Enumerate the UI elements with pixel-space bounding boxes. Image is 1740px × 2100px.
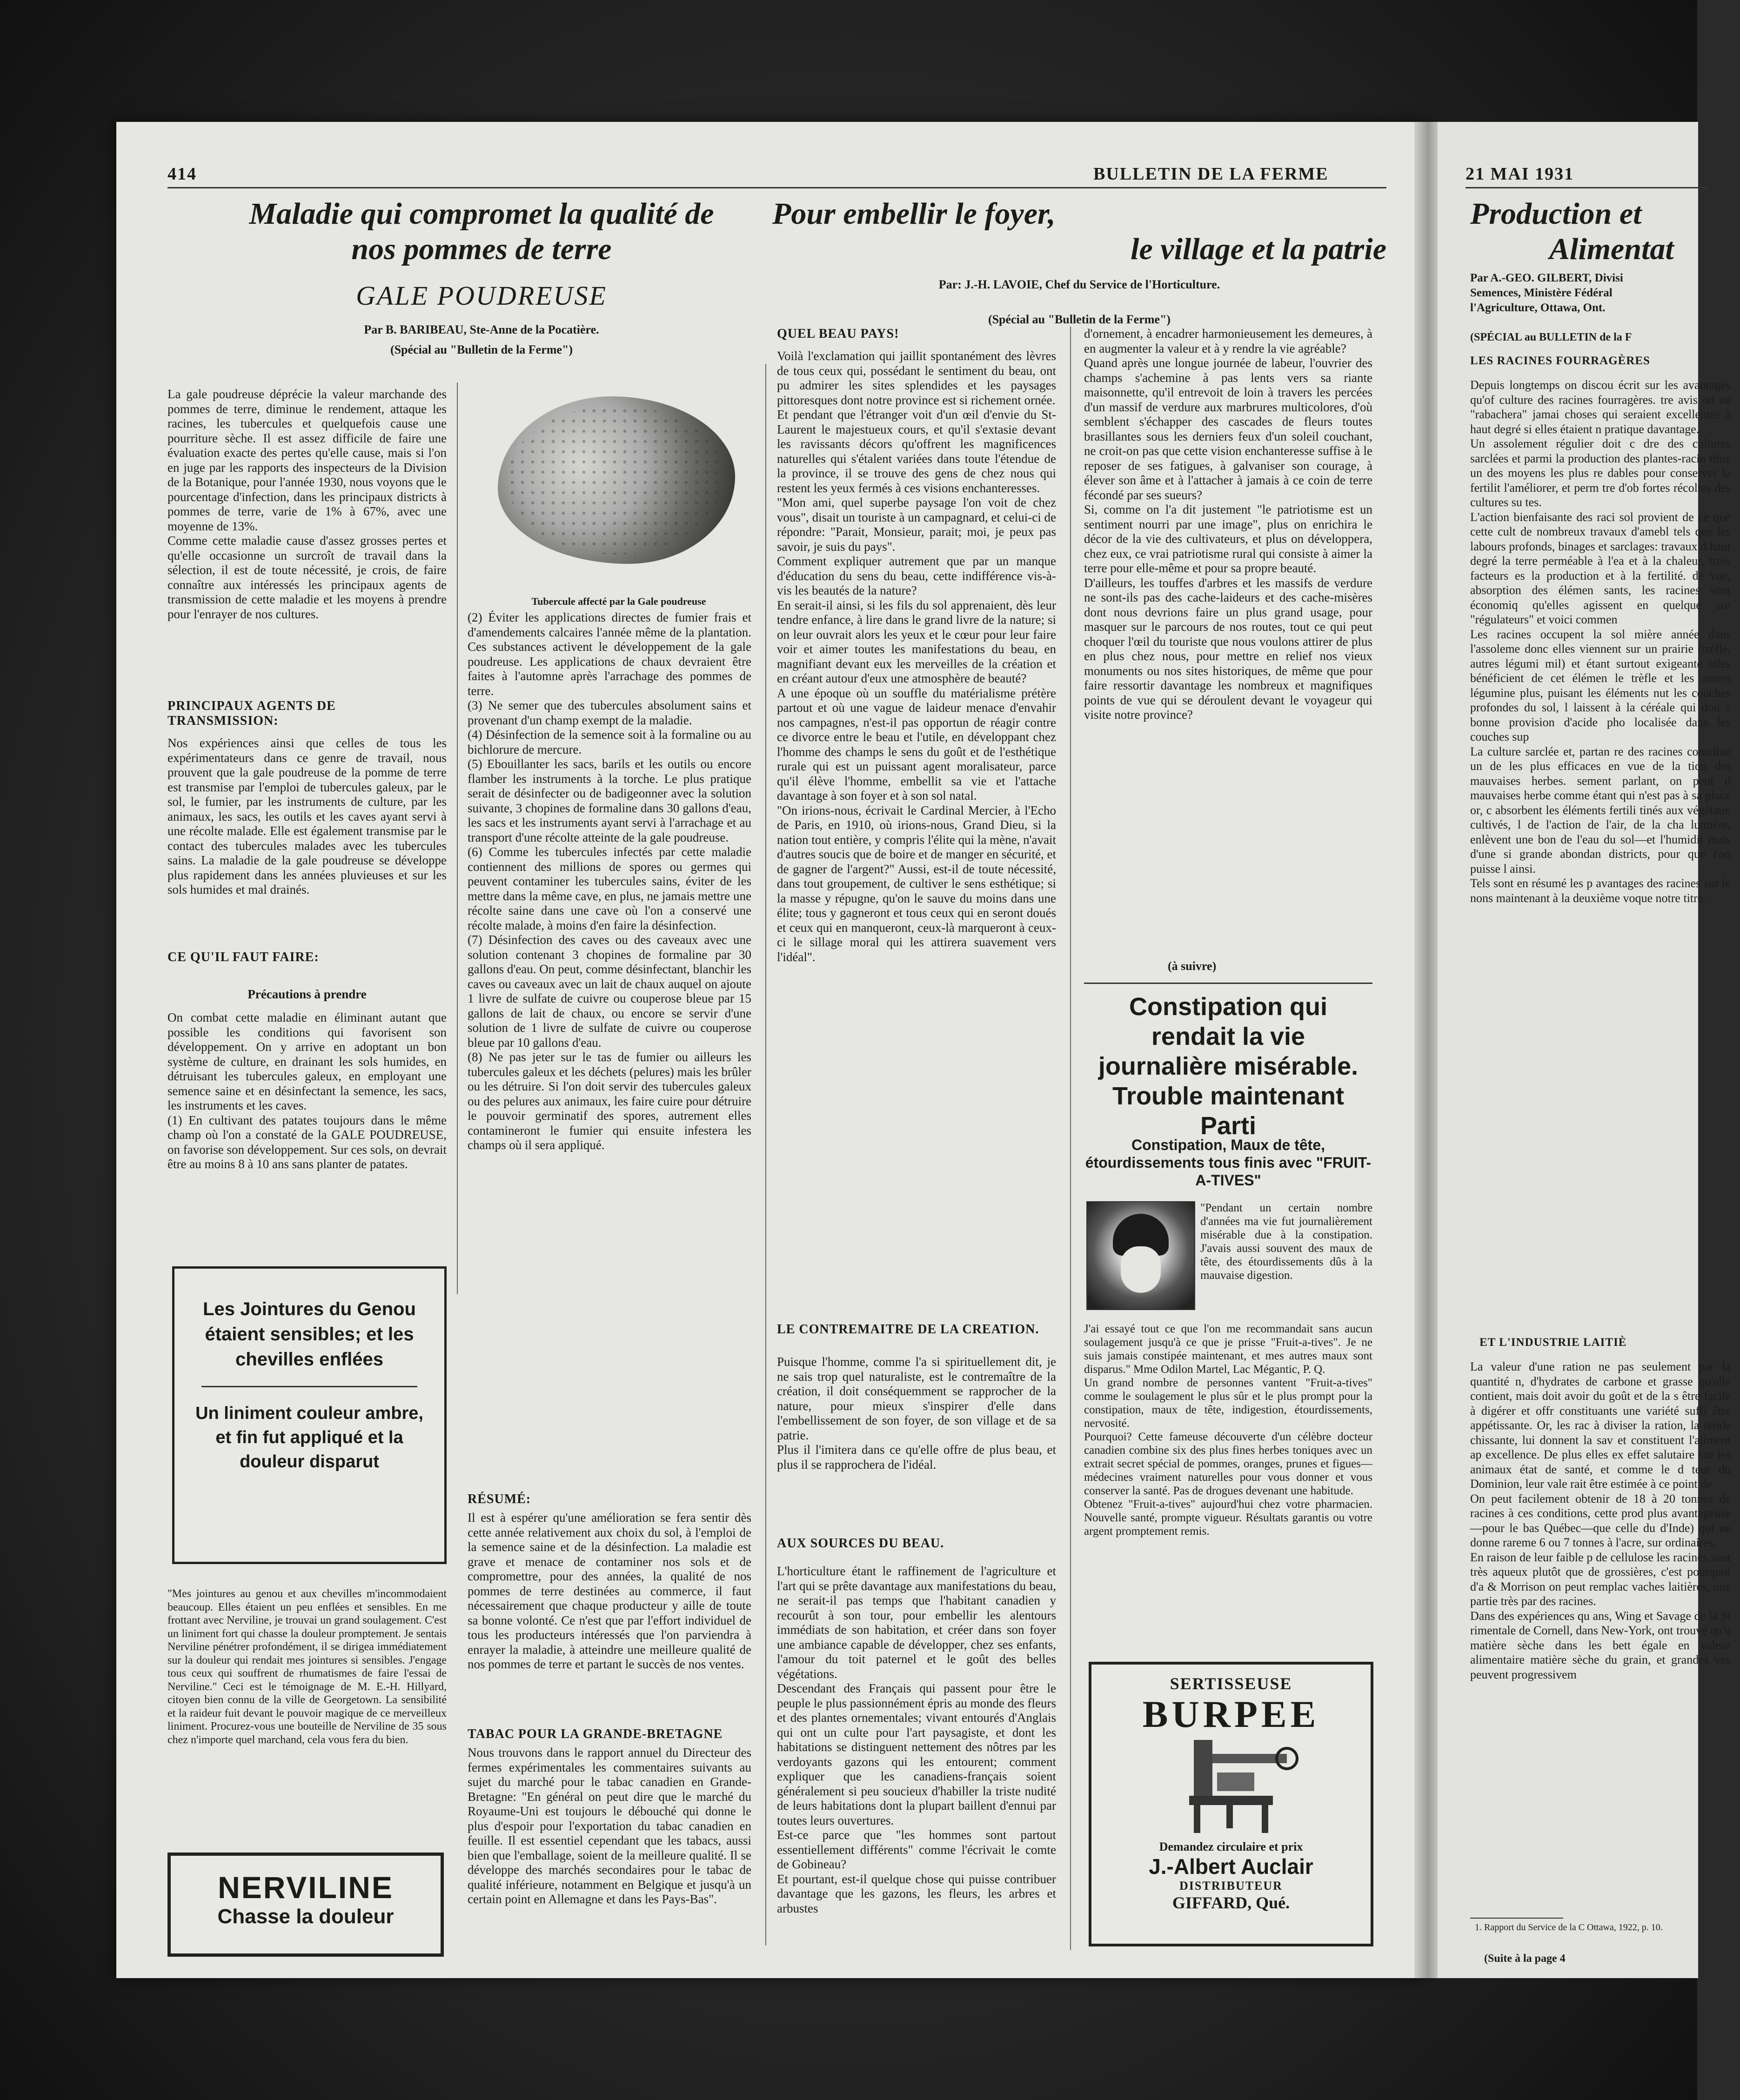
section-agents-heading: PRINCIPAUX AGENTS DE TRANSMISSION:	[167, 699, 336, 728]
ad-constipation-headline: Constipation qui rendait la vie journalière misérable. Trouble maintenant Parti	[1098, 993, 1359, 1140]
article1-title-line2: nos pommes de terre	[351, 232, 612, 266]
industrie-laitiere-text: La valeur d'une ration ne pas seulement par la quantité n, d'hydrates de carbone et grasse qu'elle contient, mais doit avoir du goût et de la s être facile à digérer et offr constituants une variété suffi être appétissante. Or, les rac à diviser la ration, la rende chissante, lui donnent la sav et constituent l'aliment ap excellence. De plus elles ex effet salutaire sur les animaux état de santé, et comme le d teur du Dominion, leur vale rait être estimée à ce point de On peut facilement obtenir de 18 à 20 tonnes de racines à ces conditions, cette prod plus avantageuse—pour le bas Québec—que celle du d'Inde) qui ne donne rareme 6 ou 7 tonnes à l'acre, sur ordinaires. En raison de leur faible p de cellulose les racines sont très aqueux plutôt que de grossières, c'est pourquoi d'a & Morrison on peut remplac vaches laitières, une partie très par des racines. Dans des expériences qu ans, Wing et Savage de la St rimentale de Cornell, dans New-York, ont trouvé qu'u matière sèche dans les bett égale en valeur alimentaire matière sèche du grain, et grandes ves peuvent progressivem	[1470, 1360, 1731, 1681]
ad-burpee-role: DISTRIBUTEUR	[1179, 1879, 1283, 1893]
ad-burpee-line1: SERTISSEUSE	[1170, 1674, 1292, 1693]
ad-burpee-name: J.-Albert Auclair	[1149, 1854, 1313, 1879]
article2-special-note: (Spécial au "Bulletin de la Ferme")	[988, 313, 1171, 326]
article2-title-line2: le village et la patrie	[1131, 232, 1386, 266]
header-rule	[1466, 187, 1707, 188]
woman-portrait-photo	[1086, 1201, 1195, 1310]
ad-burpee-request: Demandez circulaire et prix	[1159, 1840, 1303, 1853]
tabac-text: Nous trouvons dans le rapport annuel du Directeur des fermes expérimentales les commentaires suivants au sujet du marché pour le tabac canadien en Grande-Bretagne: "En général on peut dire que le marché du Royaume-Uni est toujours le débouché qui donne le plus d'espoir pour l'exportation du tabac canadien en feuille. Il est essentiel cependant que les tabacs, aussi bien que l'emballage, soient de la meilleure qualité. Il se développe des marchés secondaires pour le tabac de qualité inférieure, notamment en Belgique et jusqu'à un certain point en Allemagne et dans les Pays-Bas".	[468, 1746, 751, 1906]
ad-genou-rule	[201, 1386, 417, 1387]
resume-text: Il est à espérer qu'une amélioration se fera sentir dès cette année relativement aux choix du sol, à l'emploi de la semence saine et de la désinfection. La maladie est grave et menace de contaminer nos sols et de compromettre, pour des années, la qualité de nos pommes de terre destinées au commerce, il faut nécessairement que chaque producteur y aille de toute sa bonne volonté. Ce n'est que par l'effort individuel de tous les producteurs intéressés que l'on parviendra à enrayer la maladie, à atteindre une meilleure qualité de nos pommes de terre et partant le succès de nos ventes.	[468, 1511, 751, 1671]
ad-constipation-text: J'ai essayé tout ce que l'on me recommandait sans aucun soulagement jusqu'à ce que je prisse "Fruit-a-tives". Je ne suis jamais constipée maintenant, et mes autres maux sont disparus." Mme Odilon Martel, Lac Mégantic, P. Q. Un grand nombre de personnes vantent "Fruit-a-tives" comme le soulagement le plus sûr et le plus prompt pour la constipation, maux de tête, indigestion, étourdissements, nervosité. Pourquoi? Cette fameuse découverte d'un célèbre docteur canadien combine six des plus fines herbes toniques avec un extrait secret spécial de pommes, oranges, prunes et figues—médecines vraiment naturelles pour vous donner et vous conserver la santé. Pas de drogues devenant une habitude. Obtenez "Fruit-a-tives" aujourd'hui chez votre pharmacien. Nouvelle santé, prompte vigueur. Résultats garantis ou votre argent promptement remis.	[1084, 1323, 1372, 1538]
sealer-machine-illustration	[1161, 1735, 1301, 1838]
racines-text: Depuis longtemps on discou écrit sur les avantages qu'of culture des racines fourragères. tre avis on ne "rabachera" jamai choses qui seraient excellentes à haut degré si elles étaient n pratique davantage. Un assolement régulier doit c dre des cultures sarclées et parmi la production des plantes-racin titue un des moyens les plus re dables pour conserver la fertilit l'améliorer, et perm tre d'ob fortes récoltes des cultures su tes. L'action bienfaisante des raci sol provient de ce que cette cult de nombreux travaux d'amebl tels que les labours profonds, binages et sarclages: travaux d haut degré la terre perméable à l'ea et à la chaleur, trois facteurs es la production et à la fertilité. de vue, absorption des élémen sants, les racines sont économiq qu'elles agissent en quelque sor "régulateurs" et voici commen Les racines occupent la sol mière année dans l'assoleme donc elles viennent sur un prairie (trèfle, autres légumi mil) et étant surtout exigeante elles bénéficient de cet élémen le trèfle et les autres légumine plus, puisant les éléments nut les couches profondes du sol, l laissent à la céréale qui doit s bonne provision d'acide pho localisée dans les couches sup La culture sarclée et, partan re des racines constitue un de les plus efficaces en vue de la tion des mauvaises herbes. sement parlant, on peut d mauvaises herbe comme étant qui n'est pas à sa place or, c absorbent les éléments fertili tinés aux végétaux cultivés, l de l'action de l'air, de la cha lumière, enlèvent une bon de l'eau du sol—et l'humidit mais d'une si grande abondan districts, pour que l'on puisse l ainsi. Tels sont en résumé les p avantages des racines sur le nons maintenant à la deuxième voque notre titre.	[1470, 378, 1731, 905]
newspaper-page	[116, 122, 1428, 1978]
resume-heading: RÉSUMÉ:	[468, 1492, 531, 1506]
article2-col2-text: d'ornement, à encadrer harmonieusement les demeures, à en augmenter la valeur et à y rendre la vie agréable? Quand après une longue journée de labeur, l'ouvrier des champs s'achemine à pas lents vers sa riante maisonnette, qu'il entrevoit de loin à travers les percées d'un massif de verdure aux marbrures multicolores, d'où semblent s'échapper des cascades de fleurs toutes brasillantes sous les derniers feux d'un soleil couchant, ne croit-on pas que cette vision enchanteresse suffise à le reposer de ses fatigues, à galvaniser son courage, à élever son âme et à l'attacher à jamais à ce coin de terre fécondé par ses sueurs? Si, comme on l'a dit justement "le patriotisme est un sentiment nourri par une image", plus on enrichira le décor de la vie des cultivateurs, et plus on développera, chez eux, ce vrai patriotisme rural qui consiste à aimer la terre pour elle-même et pour sa propre beauté. D'ailleurs, les touffes d'arbres et les massifs de verdure ne sont-ils pas des cache-laideurs et des cache-misères dont nous devrions faire un plus grand usage, pour masquer sur le parcours de nos routes, tout ce qui peut choquer l'œil du touriste que nous voulons attirer de plus en plus chez nous, pour mettre en relief nos vieux monuments ou nos sites historiques, de même que pour faire ressortir davantage les nombreux et magnifiques points de vue qui se déroulent devant le voyageur qui visite notre province?	[1084, 327, 1372, 722]
right-title-line1: Production et	[1470, 197, 1642, 231]
right-article-title	[1470, 196, 1731, 267]
article1-intro: La gale poudreuse déprécie la valeur marchande des pommes de terre, diminue le rendement, attaque les racines, les tubercules et quelquefois cause une pourriture sèche. Il est assez difficile de faire une évaluation exacte des pertes qu'elle cause, mais si l'on en juge par les rapports des inspecteurs de la Division de la Botanique, pour l'année 1930, nous voyons que le pourcentage d'infection, dans les principaux districts à pommes de terre, varie de 1% à 67%, avec une moyenne de 13%. Comme cette maladie cause d'assez grosses pertes et qu'elle occasionne un surcroît de travail dans la sélection, il est de toute nécessité, je crois, de faire connaître aux intéressés les principaux agents de transmission de cette maladie et les moyens à prendre pour l'enrayer de nos cultures.	[167, 387, 447, 621]
right-article-byline: Par A.-GEO. GILBERT, Divisi Semences, Ministère Fédéral l'Agriculture, Ottawa, Ont.	[1470, 272, 1623, 314]
ad-burpee-place: GIFFARD, Qué.	[1172, 1893, 1290, 1912]
ad-burpee-box	[1089, 1662, 1373, 1946]
ad-genou-headline: Les Jointures du Genou étaient sensibles; et les chevilles enflées	[203, 1299, 416, 1370]
precautions-subheading: Précautions à prendre	[248, 987, 367, 1001]
ad-genou-text: "Mes jointures au genou et aux chevilles m'incommodaient beaucoup. Elles étaient un peu enflées et sensibles. En me frottant avec Nerviline, je trouvai un grand soulagement. C'est un liniment fort qui chasse la douleur promptement. Je sentais Nerviline pénétrer profondément, il se dirigea immédiatement sur la douleur qui rendait mes jointures si sensibles. J'engage tous ceux qui souffrent de rhumatismes de faire l'essai de Nerviline." Ceci est le témoignage de M. E.-H. Hillyard, citoyen bien connu de la ville de Georgetown. La sensibilité et la raideur fuit devant le pouvoir magique de ce merveilleux liniment. Procurez-vous une bouteille de Nerviline de 35 sous chez n'importe quel marchand, cela vous fera du bien.	[167, 1588, 447, 1746]
page-date: 21 MAI 1931	[1466, 164, 1574, 184]
contremaitre-text: Puisque l'homme, comme l'a si spirituellement dit, je ne sais trop quel naturaliste, est le contremaître de la création, il doit conséquemment se rapprocher de la nature, pour mieux s'inspirer d'elle dans l'embellissement de son foyer, de son village et de sa patrie. Plus il l'imitera dans ce qu'elle offre de plus beau, et plus il se rapprochera de l'idéal.	[777, 1355, 1056, 1471]
ad-genou-subhead: Un liniment couleur ambre, et fin fut appliqué et la douleur disparut	[195, 1404, 423, 1471]
tuber-photo-caption: Tubercule affecté par la Gale poudreuse	[531, 595, 706, 607]
quel-beau-pays-heading: QUEL BEAU PAYS!	[777, 327, 899, 341]
a-suivre: (à suivre)	[1168, 959, 1217, 973]
next-page-partial	[1438, 122, 1731, 1978]
section-faire-heading: CE QU'IL FAUT FAIRE:	[167, 950, 319, 964]
ad-constipation-subhead: Constipation, Maux de tête, étourdissements tous finis avec "FRUIT-A-TIVES"	[1085, 1137, 1372, 1189]
footnote-rule	[1470, 1918, 1563, 1919]
racines-heading: LES RACINES FOURRAGÈRES	[1470, 354, 1650, 367]
column-divider	[765, 364, 766, 1946]
article2-title	[772, 196, 1386, 267]
ad-constipation-text-beside: "Pendant un certain nombre d'années ma vie fut journalièrement misérable due à la constipation. J'avais aussi souvent des maux de tête, des étourdissements dûs à la mauvaise digestion.	[1200, 1202, 1372, 1282]
contremaitre-heading: LE CONTREMAITRE DE LA CREATION.	[777, 1322, 1039, 1337]
industrie-laitiere-heading: ET L'INDUSTRIE LAITIÈ	[1479, 1336, 1627, 1349]
column-divider	[457, 382, 458, 1294]
ad-rule	[1084, 983, 1372, 984]
aux-sources-heading: AUX SOURCES DU BEAU.	[777, 1536, 944, 1551]
page-number: 414	[167, 164, 197, 184]
article1-special-note: (Spécial au "Bulletin de la Ferme")	[390, 343, 573, 356]
ad-burpee-brand: BURPEE	[1142, 1693, 1320, 1735]
aux-sources-text: L'horticulture étant le raffinement de l'agriculture et l'art qui se prête davantage aux manifestations du beau, ne serait-il pas temps que l'habitant canadien y recourût à son tour, pour embellir les alentours immédiats de son habitation, et créer dans son foyer une ambiance capable de développer, chez ses enfants, l'amour du toit paternel et le goût des belles végétations. Descendant des Français qui passent pour être le peuple le plus passionnément épris au monde des fleurs et des plantes ornementales; vivant entourés d'Anglais qui ont un culte pour l'art paysagiste, et dont les habitations se distinguent nettement des nôtres par les verdoyants gazons qui les entourent; comment expliquer que les canadiens-français soient généralement si peu soucieux d'habiller la triste nudité de leurs habitations dont la plupart baillent d'ennui par toutes leurs ouvertures. Est-ce parce que "les hommes sont partout essentiellement différents" comme l'écrivait le comte de Gobineau? Et pourtant, est-il quelque chose qui puisse contribuer davantage que les gazons, les fleurs, les arbres et arbustes	[777, 1564, 1056, 1915]
article1-title	[167, 196, 796, 267]
header-rule	[167, 187, 1386, 188]
ad-nerviline-brand: NERVILINE	[218, 1870, 394, 1905]
article1-title-line1: Maladie qui compromet la qualité de	[249, 197, 714, 231]
section-agents-text: Nos expériences ainsi que celles de tous les expérimentateurs dans ce genre de travail, nous prouvent que la gale poudreuse de la pomme de terre est transmise par l'emploi de tubercules galeux, par le sol, le fumier, par les instruments de culture, par les animaux, les sacs, les outils et les caves ayant servi à une récolte malade. Elle est également transmise par le contact des tubercules malades avec les tubercules sains. La maladie de la gale poudreuse se développe plus rapidement dans les années pluvieuses et sur les sols humides et mal drainés.	[167, 736, 447, 896]
section-faire-text: On combat cette maladie en éliminant autant que possible les conditions qui favorisent son développement. On y arrive en adoptant un bon système de culture, en drainant les sols humides, en détruisant les tubercules galeux, en employant une semence saine et en désinfectant la semence, les sacs, les instruments et les caves. (1) En cultivant des patates toujours dans le même champ où l'on a constaté de la GALE POUDREUSE, on favorise son développement. Sur ces sols, on devrait être au moins 8 à 10 ans sans planter de patates.	[167, 1010, 447, 1171]
ad-nerviline-box	[167, 1853, 444, 1957]
ad-genou-box	[172, 1266, 447, 1564]
right-title-line2: Alimentat	[1549, 232, 1674, 266]
footnote: 1. Rapport du Service de la C Ottawa, 1922, p. 10.	[1475, 1922, 1663, 1933]
article1-col2-text: (2) Éviter les applications directes de fumier frais et d'amendements calcaires l'année même de la plantation. Ces substances activent le développement de la gale poudreuse. Les applications de chaux devraient être faites à l'automne après l'arrachage des pommes de terre. (3) Ne semer que des tubercules absolument sains et provenant d'un champ exempt de la maladie. (4) Désinfection de la semence soit à la formaline ou au bichlorure de mercure. (5) Ebouillanter les sacs, barils et les outils ou encore flamber les instruments à la torche. Le plus pratique serait de désinfecter ou de badigeonner avec la solution suivante, 3 chopines de formaline dans 30 gallons d'eau, les sacs et les instruments ayant servi à l'arrachage et au transport d'une récolte atteinte de la gale poudreuse. (6) Comme les tubercules infectés par cette maladie contiennent des millions de spores ou germes qui peuvent contaminer les tubercules sains, éviter de les mettre dans la même cave, en plus, ne jamais mettre une récolte saine dans une cave où l'on a conservé une récolte malade, à moins d'en faire la désinfection. (7) Désinfection des caves ou des caveaux avec une solution contenant 3 chopines de formaline par 30 gallons d'eau. On peut, comme désinfectant, blanchir les caves ou caveaux avec un lait de chaux auquel on ajoute 1 livre de sulfate de cuivre ou couperose bleue par 15 gallons de lait de chaux, ou encore se servir d'une solution de 1 livre de sulfate de cuivre ou couperose bleue par 10 gallons d'eau. (8) Ne pas jeter sur le tas de fumier ou ailleurs les tubercules galeux et les déchets (pelures) mais les brûler ou les détruire. Si l'on doit servir des tubercules galeux ou des pelures aux animaux, les faire cuire pour détruire le pouvoir germinatif des spores, autrement elles contamineront le fumier qui ensuite infestera les champs où il sera appliqué.	[468, 610, 751, 1152]
suite-note: (Suite à la page 4	[1484, 1953, 1566, 1965]
right-special-note: (SPÉCIAL au BULLETIN de la F	[1470, 331, 1632, 343]
tuber-scab-spots	[507, 406, 726, 555]
face	[1121, 1246, 1161, 1293]
article2-byline: Par: J.-H. LAVOIE, Chef du Service de l'Horticulture.	[938, 278, 1220, 291]
article1-subtitle: GALE POUDREUSE	[356, 281, 607, 311]
journal-title: BULLETIN DE LA FERME	[1093, 164, 1329, 184]
article2-title-line1: Pour embellir le foyer,	[772, 197, 1056, 231]
ad-nerviline-tagline: Chasse la douleur	[217, 1905, 394, 1928]
column-divider	[1070, 327, 1071, 1950]
article2-col1-text: Voilà l'exclamation qui jaillit spontanément des lèvres de tous ceux qui, possédant le sentiment du beau, ont pu admirer les sites splendides et les paysages pittoresques dont notre province est si richement ornée. Et pendant que l'étranger voit d'un œil d'envie du St-Laurent le majestueux cours, et qu'il s'extasie devant les ravissants décors qu'offrent les magnificences naturelles qui s'étalent variées dans toute l'étendue de la province, il se trouve des gens de chez nous qui restent les yeux fermés à ces visions enchanteresses. "Mon ami, quel superbe paysage l'on voit de chez vous", disait un touriste à un campagnard, et celui-ci de répondre: "Parait, Monsieur, parait; moi, je peux pas savoir, je suis du pays". Comment expliquer autrement que par un manque d'éducation du sens du beau, cette indifférence vis-à-vis les beautés de la nature? En serait-il ainsi, si les fils du sol apprenaient, dès leur tendre enfance, à lire dans le grand livre de la nature; si on leur ouvrait alors les yeux et le cœur pour leur faire voir et aimer toutes les manifestations du beau, en magnifiant devant eux les merveilles de la création et en créant autour d'eux une atmosphère de beauté? A une époque où un souffle du matérialisme prétère partout et où une vague de laideur menace d'envahir nos campagnes, n'est-il pas opportun de réagir contre ce divorce entre le beau et l'utile, en développant chez l'homme des champs le sens du goût et de l'esthétique rurale qui est un puissant agent moralisateur, parce qu'il élève l'homme, embellit sa vie et l'attache davantage à son foyer et à son sol natal. "On irions-nous, écrivait le Cardinal Mercier, à l'Echo de Paris, en 1910, où irions-nous, Grand Dieu, si la nation tout entière, y compris l'élite qui la mène, n'avait d'autres soucis que de boire et de manger en sécurité, et de gagner de l'argent?" Aussi, est-il de toute nécessité, dans tout groupement, de cultiver le sens esthétique; si la masse y répugne, qu'on le sauve du moins dans une élite; tous y gagneront et tous ceux qui en seront doués et ceux qui en manqueront, ceux-là marqueront à ceux-ci le sillage moral qui les attirera suavement vers l'idéal".	[777, 349, 1056, 964]
article1-byline: Par B. BARIBEAU, Ste-Anne de la Pocatière.	[364, 323, 599, 336]
tabac-heading: TABAC POUR LA GRANDE-BRETAGNE	[468, 1727, 723, 1741]
